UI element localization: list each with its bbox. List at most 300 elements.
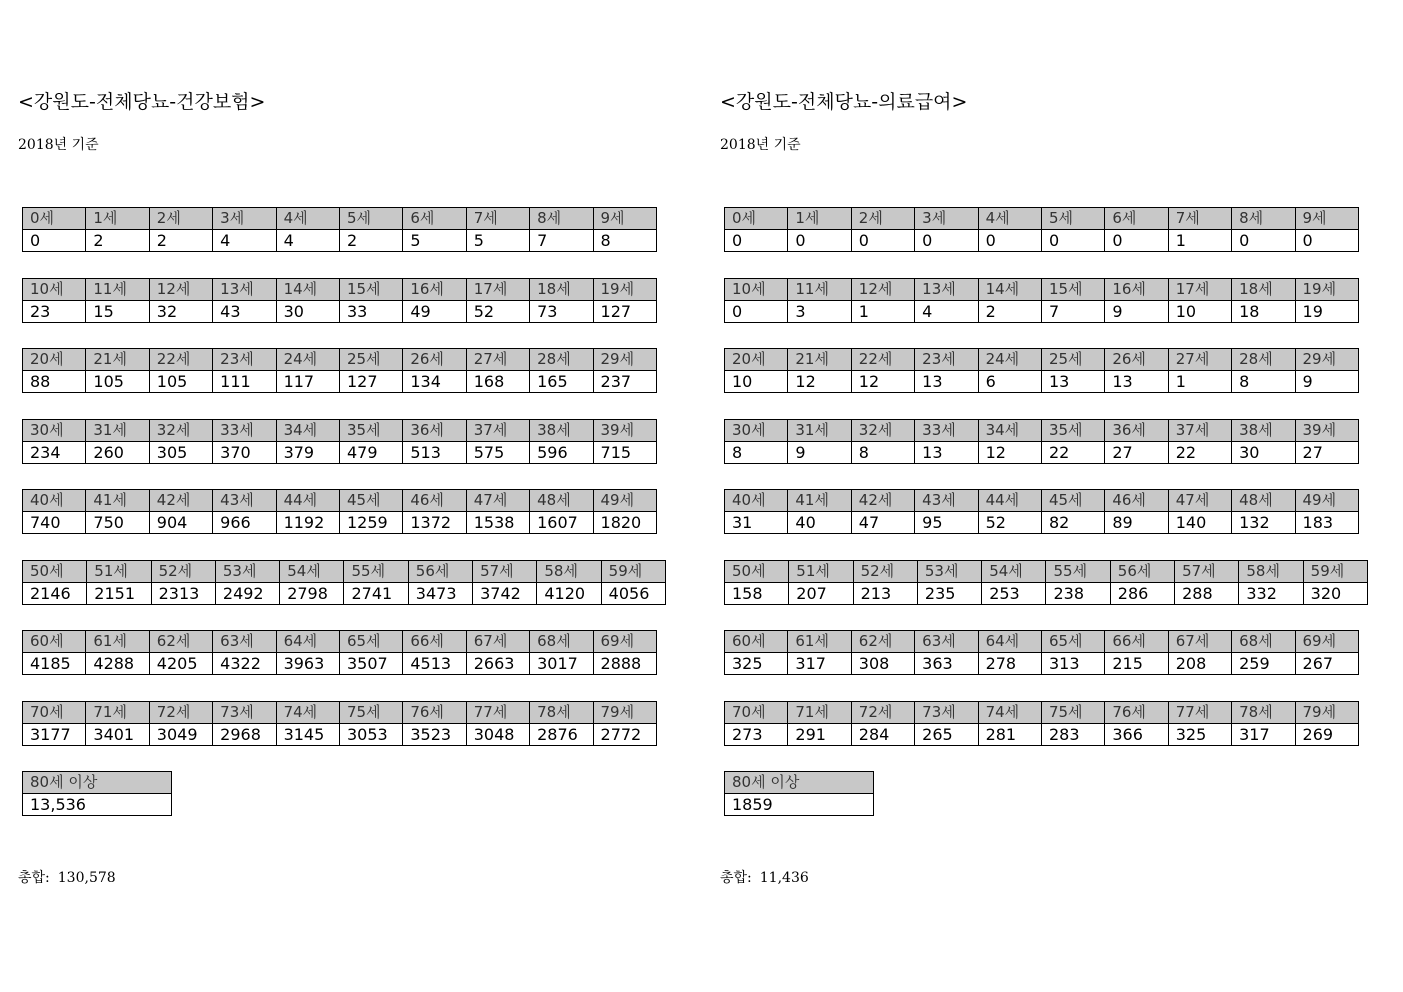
count-cell: 267	[1295, 653, 1358, 675]
count-cell: 73	[530, 301, 593, 323]
count-cell: 213	[853, 583, 917, 605]
age-label-cell: 44세	[276, 490, 339, 512]
count-cell: 313	[1041, 653, 1104, 675]
age-group-table	[724, 701, 1359, 746]
count-cell: 1192	[276, 512, 339, 534]
age-label-cell: 19세	[1295, 279, 1358, 301]
age-label-cell: 20세	[23, 349, 86, 371]
count-cell: 27	[1105, 442, 1168, 464]
count-cell: 31	[725, 512, 788, 534]
age-label-cell: 76세	[1105, 702, 1168, 724]
age-label-cell: 71세	[86, 702, 149, 724]
age-label-cell: 62세	[851, 631, 914, 653]
age-header-row	[23, 349, 657, 371]
count-row	[725, 724, 1359, 746]
count-cell: 105	[86, 371, 149, 393]
total-value: 130,578	[57, 870, 116, 886]
age-label-cell: 26세	[1105, 349, 1168, 371]
age-label-cell: 77세	[1168, 702, 1231, 724]
count-cell: 4	[915, 301, 978, 323]
count-cell: 284	[851, 724, 914, 746]
age-header-row	[725, 772, 874, 794]
age-label-cell: 2세	[149, 208, 212, 230]
count-cell: 2741	[344, 583, 408, 605]
count-cell: 305	[149, 442, 212, 464]
count-cell: 0	[725, 230, 788, 252]
count-cell: 22	[1041, 442, 1104, 464]
age-group-table	[724, 419, 1359, 464]
age-label-cell: 24세	[276, 349, 339, 371]
age-group-table	[724, 771, 874, 816]
count-cell: 4322	[213, 653, 276, 675]
age-label-cell: 48세	[530, 490, 593, 512]
age-group-table	[724, 489, 1359, 534]
age-label-cell: 41세	[788, 490, 851, 512]
count-cell: 332	[1239, 583, 1303, 605]
age-label-cell: 60세	[23, 631, 86, 653]
count-cell: 8	[593, 230, 656, 252]
count-cell: 140	[1168, 512, 1231, 534]
age-label-cell: 79세	[593, 702, 656, 724]
age-label-cell: 21세	[86, 349, 149, 371]
count-cell: 2151	[87, 583, 151, 605]
age-label-cell: 44세	[978, 490, 1041, 512]
count-cell: 40	[788, 512, 851, 534]
count-cell: 5	[466, 230, 529, 252]
age-label-cell: 69세	[1295, 631, 1358, 653]
count-cell: 8	[1232, 371, 1295, 393]
age-label-cell: 38세	[1232, 420, 1295, 442]
age-label-cell: 34세	[276, 420, 339, 442]
count-row	[725, 371, 1359, 393]
age-label-cell: 18세	[1232, 279, 1295, 301]
age-label-cell: 66세	[403, 631, 466, 653]
age-group-table	[22, 348, 657, 393]
count-cell: 18	[1232, 301, 1295, 323]
age-label-cell: 21세	[788, 349, 851, 371]
age-label-cell: 12세	[851, 279, 914, 301]
count-cell: 4513	[403, 653, 466, 675]
count-cell: 4288	[86, 653, 149, 675]
count-cell: 596	[530, 442, 593, 464]
count-row	[725, 442, 1359, 464]
count-row	[725, 301, 1359, 323]
age-label-cell: 29세	[1295, 349, 1358, 371]
age-group-table	[22, 278, 657, 323]
count-cell: 237	[593, 371, 656, 393]
age-label-cell: 51세	[789, 561, 853, 583]
count-cell: 4185	[23, 653, 86, 675]
count-row	[23, 794, 172, 816]
count-cell: 317	[1232, 724, 1295, 746]
age-label-cell: 29세	[593, 349, 656, 371]
count-row	[23, 230, 657, 252]
count-cell: 2313	[151, 583, 215, 605]
panel-title: <강원도-전체당뇨-의료급여>	[720, 91, 968, 113]
age-label-cell: 27세	[466, 349, 529, 371]
count-cell: 366	[1105, 724, 1168, 746]
age-label-cell: 9세	[1295, 208, 1358, 230]
count-row	[725, 512, 1359, 534]
count-cell: 19	[1295, 301, 1358, 323]
age-label-cell: 58세	[1239, 561, 1303, 583]
age-label-cell: 46세	[403, 490, 466, 512]
count-cell: 3048	[466, 724, 529, 746]
age-label-cell: 35세	[339, 420, 402, 442]
count-cell: 3049	[149, 724, 212, 746]
age-header-row	[725, 561, 1368, 583]
age-label-cell: 65세	[339, 631, 402, 653]
count-cell: 13	[915, 442, 978, 464]
count-cell: 52	[466, 301, 529, 323]
age-label-cell: 64세	[978, 631, 1041, 653]
count-cell: 27	[1295, 442, 1358, 464]
age-label-cell: 31세	[86, 420, 149, 442]
count-cell: 317	[788, 653, 851, 675]
age-label-cell: 6세	[403, 208, 466, 230]
count-cell: 0	[851, 230, 914, 252]
count-cell: 2	[978, 301, 1041, 323]
age-group-table	[724, 348, 1359, 393]
age-label-cell: 15세	[339, 279, 402, 301]
age-label-cell: 32세	[851, 420, 914, 442]
count-cell: 2	[86, 230, 149, 252]
age-label-cell: 60세	[725, 631, 788, 653]
count-cell: 0	[1105, 230, 1168, 252]
age-label-cell: 36세	[403, 420, 466, 442]
age-header-row	[725, 490, 1359, 512]
age-label-cell: 50세	[23, 561, 87, 583]
count-cell: 235	[917, 583, 981, 605]
count-cell: 2	[339, 230, 402, 252]
count-cell: 3053	[339, 724, 402, 746]
age-header-row	[23, 279, 657, 301]
age-label-cell: 7세	[1168, 208, 1231, 230]
count-cell: 3473	[408, 583, 472, 605]
age-label-cell: 52세	[151, 561, 215, 583]
age-label-cell: 26세	[403, 349, 466, 371]
age-label-cell: 13세	[213, 279, 276, 301]
count-cell: 89	[1105, 512, 1168, 534]
count-cell: 0	[915, 230, 978, 252]
age-label-cell: 39세	[1295, 420, 1358, 442]
age-header-row	[23, 208, 657, 230]
age-label-cell: 70세	[725, 702, 788, 724]
age-label-cell: 66세	[1105, 631, 1168, 653]
count-cell: 1820	[593, 512, 656, 534]
age-label-cell: 37세	[466, 420, 529, 442]
age-label-cell: 28세	[530, 349, 593, 371]
count-cell: 2876	[530, 724, 593, 746]
count-cell: 1538	[466, 512, 529, 534]
age-label-cell: 64세	[276, 631, 339, 653]
age-label-cell: 73세	[213, 702, 276, 724]
count-cell: 33	[339, 301, 402, 323]
age-label-cell: 78세	[1232, 702, 1295, 724]
panel-medical-aid	[720, 0, 1400, 992]
count-cell: 288	[1175, 583, 1239, 605]
count-row	[23, 371, 657, 393]
count-cell: 4120	[537, 583, 601, 605]
count-cell: 238	[1046, 583, 1110, 605]
count-cell: 13	[1105, 371, 1168, 393]
count-cell: 281	[978, 724, 1041, 746]
age-label-cell: 18세	[530, 279, 593, 301]
count-cell: 6	[978, 371, 1041, 393]
count-cell: 88	[23, 371, 86, 393]
age-label-cell: 56세	[1110, 561, 1174, 583]
age-label-cell: 12세	[149, 279, 212, 301]
count-cell: 4	[276, 230, 339, 252]
count-cell: 82	[1041, 512, 1104, 534]
total-label: 총합:	[18, 870, 50, 886]
age-header-row	[725, 631, 1359, 653]
age-label-cell: 43세	[915, 490, 978, 512]
count-cell: 95	[915, 512, 978, 534]
age-label-cell: 27세	[1168, 349, 1231, 371]
age-label-cell: 8세	[1232, 208, 1295, 230]
count-cell: 2888	[593, 653, 656, 675]
age-label-cell: 77세	[466, 702, 529, 724]
age-label-cell: 80세 이상	[725, 772, 874, 794]
count-cell: 132	[1232, 512, 1295, 534]
count-cell: 479	[339, 442, 402, 464]
count-cell: 32	[149, 301, 212, 323]
age-label-cell: 5세	[1041, 208, 1104, 230]
age-label-cell: 4세	[978, 208, 1041, 230]
age-header-row	[23, 702, 657, 724]
age-label-cell: 11세	[86, 279, 149, 301]
age-label-cell: 59세	[601, 561, 665, 583]
count-row	[23, 724, 657, 746]
count-cell: 3145	[276, 724, 339, 746]
age-group-table	[724, 207, 1359, 252]
count-cell: 52	[978, 512, 1041, 534]
age-header-row	[23, 631, 657, 653]
age-label-cell: 65세	[1041, 631, 1104, 653]
count-cell: 4056	[601, 583, 665, 605]
age-group-table	[22, 630, 657, 675]
age-label-cell: 51세	[87, 561, 151, 583]
age-label-cell: 3세	[915, 208, 978, 230]
age-label-cell: 34세	[978, 420, 1041, 442]
age-header-row	[725, 702, 1359, 724]
age-group-table	[22, 207, 657, 252]
age-label-cell: 47세	[1168, 490, 1231, 512]
count-cell: 325	[725, 653, 788, 675]
age-label-cell: 23세	[915, 349, 978, 371]
count-cell: 1259	[339, 512, 402, 534]
age-label-cell: 80세 이상	[23, 772, 172, 794]
count-cell: 308	[851, 653, 914, 675]
age-label-cell: 73세	[915, 702, 978, 724]
count-cell: 575	[466, 442, 529, 464]
age-label-cell: 0세	[725, 208, 788, 230]
count-cell: 320	[1303, 583, 1367, 605]
count-cell: 0	[23, 230, 86, 252]
age-label-cell: 42세	[851, 490, 914, 512]
age-label-cell: 57세	[1175, 561, 1239, 583]
age-label-cell: 1세	[788, 208, 851, 230]
panel-title: <강원도-전체당뇨-건강보험>	[18, 91, 266, 113]
count-cell: 127	[339, 371, 402, 393]
count-cell: 0	[788, 230, 851, 252]
age-label-cell: 3세	[213, 208, 276, 230]
count-cell: 259	[1232, 653, 1295, 675]
age-label-cell: 37세	[1168, 420, 1231, 442]
count-cell: 7	[530, 230, 593, 252]
age-label-cell: 72세	[851, 702, 914, 724]
age-label-cell: 54세	[982, 561, 1046, 583]
count-cell: 12	[978, 442, 1041, 464]
age-label-cell: 5세	[339, 208, 402, 230]
count-cell: 3963	[276, 653, 339, 675]
count-cell: 3017	[530, 653, 593, 675]
count-cell: 370	[213, 442, 276, 464]
count-cell: 13,536	[23, 794, 172, 816]
count-cell: 2492	[215, 583, 279, 605]
count-cell: 168	[466, 371, 529, 393]
count-cell: 0	[1041, 230, 1104, 252]
count-cell: 1	[1168, 371, 1231, 393]
age-label-cell: 71세	[788, 702, 851, 724]
count-cell: 165	[530, 371, 593, 393]
age-label-cell: 74세	[978, 702, 1041, 724]
age-label-cell: 16세	[403, 279, 466, 301]
count-cell: 22	[1168, 442, 1231, 464]
count-cell: 273	[725, 724, 788, 746]
age-label-cell: 56세	[408, 561, 472, 583]
age-group-table	[724, 560, 1368, 605]
age-group-table	[724, 278, 1359, 323]
count-cell: 13	[915, 371, 978, 393]
base-year-note: 2018년 기준	[18, 137, 99, 153]
age-label-cell: 15세	[1041, 279, 1104, 301]
age-label-cell: 35세	[1041, 420, 1104, 442]
age-label-cell: 40세	[725, 490, 788, 512]
age-label-cell: 36세	[1105, 420, 1168, 442]
age-label-cell: 14세	[276, 279, 339, 301]
age-label-cell: 53세	[215, 561, 279, 583]
age-label-cell: 17세	[466, 279, 529, 301]
age-label-cell: 28세	[1232, 349, 1295, 371]
age-label-cell: 79세	[1295, 702, 1358, 724]
age-label-cell: 67세	[466, 631, 529, 653]
count-cell: 2146	[23, 583, 87, 605]
age-label-cell: 49세	[593, 490, 656, 512]
age-label-cell: 19세	[593, 279, 656, 301]
age-label-cell: 2세	[851, 208, 914, 230]
count-row	[725, 583, 1368, 605]
count-cell: 10	[725, 371, 788, 393]
count-cell: 1372	[403, 512, 466, 534]
count-cell: 0	[725, 301, 788, 323]
count-cell: 2	[149, 230, 212, 252]
age-group-table	[22, 701, 657, 746]
age-header-row	[23, 561, 666, 583]
age-label-cell: 11세	[788, 279, 851, 301]
age-header-row	[23, 420, 657, 442]
count-cell: 7	[1041, 301, 1104, 323]
count-cell: 3	[788, 301, 851, 323]
age-label-cell: 58세	[537, 561, 601, 583]
age-label-cell: 10세	[725, 279, 788, 301]
age-label-cell: 30세	[23, 420, 86, 442]
count-cell: 740	[23, 512, 86, 534]
count-cell: 13	[1041, 371, 1104, 393]
count-cell: 127	[593, 301, 656, 323]
age-label-cell: 33세	[915, 420, 978, 442]
age-label-cell: 1세	[86, 208, 149, 230]
count-cell: 9	[1295, 371, 1358, 393]
count-cell: 2798	[280, 583, 344, 605]
age-label-cell: 62세	[149, 631, 212, 653]
age-label-cell: 54세	[280, 561, 344, 583]
age-label-cell: 16세	[1105, 279, 1168, 301]
age-header-row	[23, 772, 172, 794]
age-label-cell: 20세	[725, 349, 788, 371]
age-label-cell: 67세	[1168, 631, 1231, 653]
age-label-cell: 49세	[1295, 490, 1358, 512]
age-label-cell: 39세	[593, 420, 656, 442]
age-label-cell: 59세	[1303, 561, 1367, 583]
age-label-cell: 63세	[213, 631, 276, 653]
count-cell: 30	[1232, 442, 1295, 464]
age-label-cell: 55세	[344, 561, 408, 583]
count-cell: 0	[1295, 230, 1358, 252]
count-cell: 1	[1168, 230, 1231, 252]
count-cell: 158	[725, 583, 789, 605]
age-label-cell: 68세	[530, 631, 593, 653]
age-label-cell: 6세	[1105, 208, 1168, 230]
age-label-cell: 63세	[915, 631, 978, 653]
count-row	[725, 794, 874, 816]
age-label-cell: 14세	[978, 279, 1041, 301]
age-label-cell: 75세	[339, 702, 402, 724]
count-cell: 5	[403, 230, 466, 252]
count-cell: 286	[1110, 583, 1174, 605]
count-cell: 183	[1295, 512, 1358, 534]
age-label-cell: 53세	[917, 561, 981, 583]
count-cell: 750	[86, 512, 149, 534]
count-cell: 2772	[593, 724, 656, 746]
count-cell: 12	[788, 371, 851, 393]
age-label-cell: 69세	[593, 631, 656, 653]
age-label-cell: 50세	[725, 561, 789, 583]
age-group-table	[22, 419, 657, 464]
age-label-cell: 47세	[466, 490, 529, 512]
age-label-cell: 45세	[1041, 490, 1104, 512]
count-cell: 207	[789, 583, 853, 605]
age-label-cell: 52세	[853, 561, 917, 583]
age-label-cell: 4세	[276, 208, 339, 230]
count-cell: 3177	[23, 724, 86, 746]
count-cell: 1	[851, 301, 914, 323]
count-cell: 117	[276, 371, 339, 393]
age-label-cell: 61세	[86, 631, 149, 653]
count-cell: 0	[978, 230, 1041, 252]
count-cell: 3742	[473, 583, 537, 605]
age-label-cell: 23세	[213, 349, 276, 371]
age-label-cell: 76세	[403, 702, 466, 724]
age-label-cell: 30세	[725, 420, 788, 442]
age-label-cell: 48세	[1232, 490, 1295, 512]
count-cell: 111	[213, 371, 276, 393]
age-label-cell: 25세	[339, 349, 402, 371]
count-cell: 1607	[530, 512, 593, 534]
panel-health-insurance	[18, 0, 698, 992]
age-label-cell: 45세	[339, 490, 402, 512]
